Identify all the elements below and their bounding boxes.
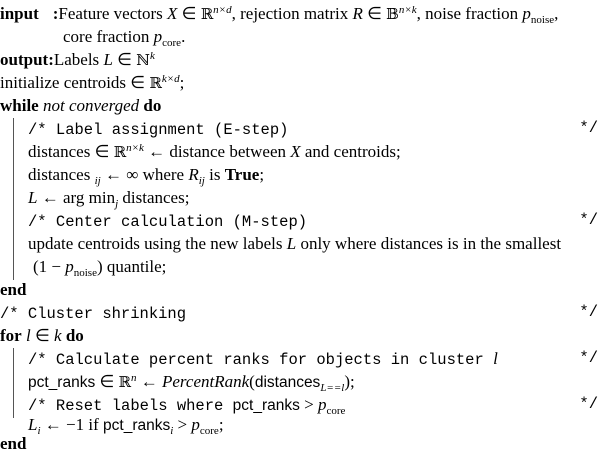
output-keyword: output	[0, 50, 49, 69]
comment-mstep: /* Center calculation (M-step) */	[28, 211, 598, 231]
comment-reset: /* Reset labels where pct_ranks > $p_{core}$ */	[28, 395, 598, 417]
pct-ranks-line: pct_ranks ∈ ℝ$^n$ ← PercentRank(distances$_{L==l}$);	[28, 372, 355, 394]
quantile-line: $(1 - p_{noise})$ quantile;	[33, 257, 167, 279]
input-line: input :Feature vectors X ∈ ℝ$^{n\times d}$, rejection matrix R ∈ 𝔹$^{n\times k}$, noise fraction $p_{noise}$,	[0, 4, 559, 26]
init-line: initialize centroids ∈ ℝ$^{k\times d}$;	[0, 73, 185, 92]
comment-estep: /* Label assignment (E-step) */	[28, 119, 598, 139]
argmin-line: L ← arg $\min_j$ distances;	[28, 188, 190, 210]
while-block-bar	[13, 118, 14, 280]
update-line: update centroids using the new labels L only where distances is in the smallest	[28, 234, 562, 253]
distances-line: distances ∈ ℝ$^{n\times k}$ ← distance between X and centroids;	[28, 142, 401, 161]
comment-shrink: /* Cluster shrinking */	[0, 303, 598, 323]
input-line-continued: core fraction $p_{core}$.	[63, 27, 186, 49]
for-block-bar	[13, 348, 14, 418]
while-line: while not converged do	[0, 96, 162, 115]
end-while: end	[0, 280, 27, 299]
comment-pct: /* Calculate percent ranks for objects in cluster l */	[28, 349, 598, 369]
for-line: for l ∈ k do	[0, 326, 84, 345]
end-for: end	[0, 434, 27, 453]
output-line: output:Labels L ∈ ℕ$^k$	[0, 50, 155, 69]
li-line: $L_i$ ← −1 if pct_ranks$_i$ > $p_{core}$;	[28, 415, 224, 437]
distances-ij-line: distances $_{ij}$ ← ∞ where $R_{ij}$ is True;	[28, 165, 265, 187]
input-keyword: input	[0, 4, 39, 23]
